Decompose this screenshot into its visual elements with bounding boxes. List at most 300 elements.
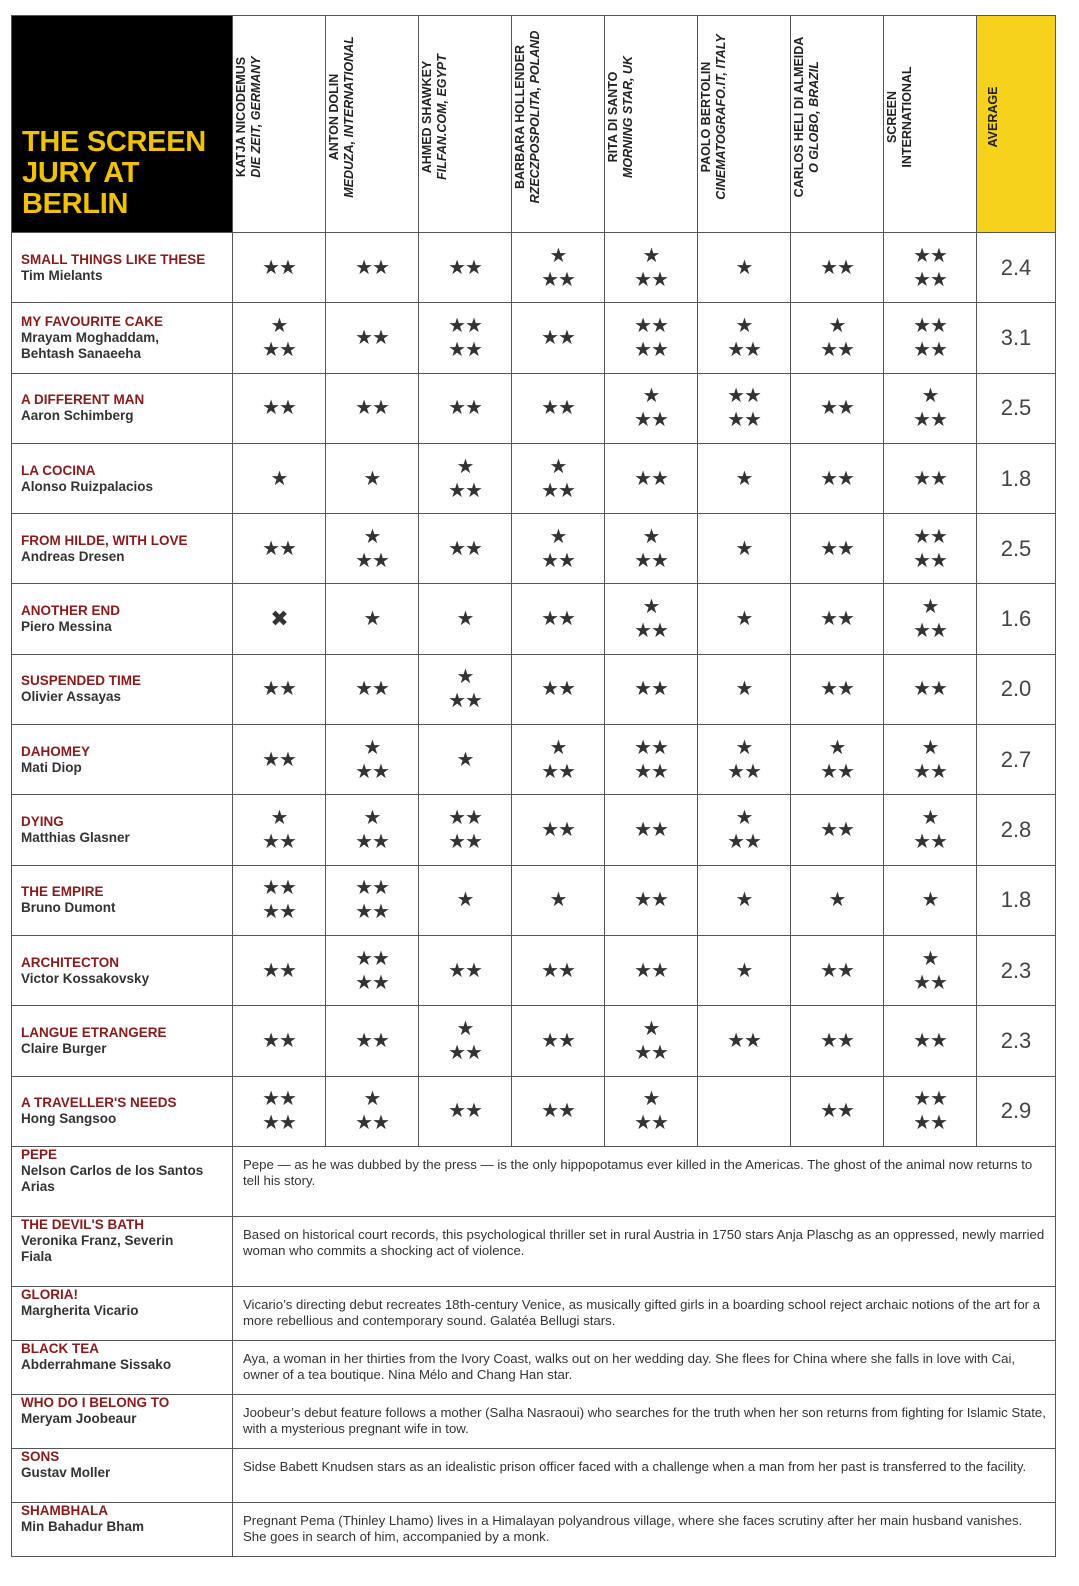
critic-header <box>419 16 512 233</box>
star-icon: ★★ <box>727 338 761 361</box>
rating-cell <box>233 233 326 303</box>
film-director: Victor Kossakovsky <box>21 970 150 986</box>
rating-cell <box>233 795 326 865</box>
film-director: Mrayam Moghaddam, Behtash Sanaeeha <box>21 329 160 361</box>
rating-cell <box>605 725 698 795</box>
star-icon: ★★ <box>448 1100 482 1123</box>
star-rating <box>922 888 939 912</box>
star-rating <box>448 455 482 503</box>
rating-cell <box>233 935 326 1005</box>
rating-cell <box>512 233 605 303</box>
star-icon: ★★ <box>355 947 389 970</box>
star-icon: ★★ <box>913 971 947 994</box>
star-icon: ★ <box>549 736 567 759</box>
star-icon: ★★ <box>448 314 482 337</box>
star-rating <box>541 677 575 701</box>
critic-header <box>605 16 698 233</box>
star-icon: ★★ <box>913 678 947 701</box>
star-icon: ★★ <box>355 256 389 279</box>
star-rating <box>541 244 575 292</box>
star-icon: ★ <box>456 608 474 631</box>
critic-header <box>791 16 884 233</box>
critic-label <box>420 12 450 222</box>
star-rating <box>271 467 288 491</box>
star-rating <box>736 467 753 491</box>
rating-cell <box>419 654 512 724</box>
rating-cell <box>233 725 326 795</box>
star-icon: ★★ <box>913 338 947 361</box>
star-rating <box>727 806 761 854</box>
rating-cell <box>233 865 326 935</box>
rating-cell <box>605 233 698 303</box>
star-rating <box>541 607 575 631</box>
film-info <box>12 1448 233 1502</box>
average-score: 2.5 <box>977 373 1056 443</box>
film-title: SONS <box>21 1448 60 1464</box>
film-title: FROM HILDE, WITH LOVE <box>21 532 188 548</box>
star-icon: ★★ <box>541 479 575 502</box>
rating-cell <box>512 1076 605 1146</box>
star-rating <box>736 607 753 631</box>
star-icon: ★★ <box>913 467 947 490</box>
star-icon: ★ <box>456 1017 474 1040</box>
title-cell <box>12 16 233 233</box>
star-rating <box>262 314 296 362</box>
film-info <box>12 795 233 865</box>
star-icon: ★★ <box>913 525 947 548</box>
critic-publication: FILFAN.COM, EGYPT <box>435 54 449 180</box>
average-score: 2.9 <box>977 1076 1056 1146</box>
star-icon: ★★ <box>634 819 668 842</box>
rating-cell <box>884 725 977 795</box>
critic-header <box>326 16 419 233</box>
star-icon: ★ <box>921 807 939 830</box>
star-icon: ★★ <box>355 678 389 701</box>
star-icon: ★ <box>363 467 381 490</box>
average-score: 1.6 <box>977 584 1056 654</box>
rating-cell <box>605 1076 698 1146</box>
star-rating <box>913 806 947 854</box>
star-rating <box>820 818 854 842</box>
rating-cell <box>698 233 791 303</box>
star-icon: ★★ <box>448 397 482 420</box>
star-icon: ★★ <box>448 338 482 361</box>
synopsis-row <box>12 1502 1056 1556</box>
rating-cell <box>419 373 512 443</box>
star-icon: ★ <box>363 525 381 548</box>
star-icon: ★ <box>549 244 567 267</box>
rating-cell <box>605 795 698 865</box>
film-director: Mati Diop <box>21 759 82 775</box>
rating-cell <box>233 584 326 654</box>
rating-cell <box>326 1076 419 1146</box>
average-score: 2.5 <box>977 514 1056 584</box>
rating-cell <box>326 935 419 1005</box>
rating-cell <box>326 795 419 865</box>
star-icon: ★ <box>456 455 474 478</box>
film-row <box>12 654 1056 724</box>
rating-cell <box>512 514 605 584</box>
film-info <box>12 1006 233 1076</box>
film-synopsis: Based on historical court records, this psychological thriller set in rural Austria in 1750 stars Anja Plaschg as an oppressed, newly married woman who commits a shocking act of violence. <box>233 1216 1056 1286</box>
star-rating <box>913 244 947 292</box>
star-rating <box>355 326 389 350</box>
star-icon: ★ <box>735 959 753 982</box>
star-icon: ★★ <box>820 608 854 631</box>
rating-cell <box>512 443 605 513</box>
film-title: DAHOMEY <box>21 743 91 759</box>
star-rating <box>364 607 381 631</box>
star-rating <box>262 806 296 854</box>
star-rating <box>727 736 761 784</box>
rating-cell <box>884 584 977 654</box>
star-rating <box>634 677 668 701</box>
film-info <box>12 1286 233 1340</box>
film-director: Claire Burger <box>21 1040 107 1056</box>
star-icon: ★★ <box>913 549 947 572</box>
synopsis-row <box>12 1448 1056 1502</box>
star-icon: ★★ <box>820 256 854 279</box>
film-info <box>12 865 233 935</box>
rating-cell <box>791 725 884 795</box>
film-title: GLORIA! <box>21 1286 78 1302</box>
rating-cell <box>791 233 884 303</box>
rating-cell <box>419 795 512 865</box>
rating-cell <box>698 373 791 443</box>
rating-cell <box>791 584 884 654</box>
star-rating <box>634 1017 668 1065</box>
star-icon: ★ <box>921 736 939 759</box>
star-icon: ★ <box>456 889 474 912</box>
star-icon: ★★ <box>448 959 482 982</box>
film-title: SUSPENDED TIME <box>21 673 142 689</box>
star-icon: ★★ <box>262 959 296 982</box>
rating-cell <box>233 654 326 724</box>
rating-cell <box>884 233 977 303</box>
star-icon: ★ <box>828 314 846 337</box>
film-title: SMALL THINGS LIKE THESE <box>21 251 206 267</box>
rating-cell <box>326 865 419 935</box>
star-icon: ★★ <box>634 889 668 912</box>
star-rating <box>736 959 753 983</box>
star-icon: ★★ <box>262 338 296 361</box>
film-info <box>12 373 233 443</box>
rating-cell <box>605 373 698 443</box>
star-rating <box>820 1099 854 1123</box>
star-icon: ★★ <box>820 1100 854 1123</box>
film-row <box>12 584 1056 654</box>
critic-label <box>327 12 357 222</box>
star-rating <box>829 888 846 912</box>
rating-cell <box>326 514 419 584</box>
film-director: Andreas Dresen <box>21 548 125 564</box>
star-icon: ★ <box>735 889 753 912</box>
rating-cell <box>884 373 977 443</box>
average-score: 3.1 <box>977 303 1056 373</box>
film-row <box>12 1006 1056 1076</box>
star-icon: ★ <box>270 807 288 830</box>
film-title: ARCHITECTON <box>21 954 120 970</box>
rating-cell <box>233 373 326 443</box>
rating-cell <box>233 514 326 584</box>
rating-cell <box>605 654 698 724</box>
star-icon: ★★ <box>913 1029 947 1052</box>
star-rating <box>262 256 296 280</box>
star-rating <box>448 959 482 983</box>
rating-cell <box>233 1006 326 1076</box>
star-icon: ★★ <box>634 760 668 783</box>
average-score: 2.3 <box>977 935 1056 1005</box>
rating-cell <box>884 514 977 584</box>
star-rating <box>457 607 474 631</box>
star-icon: ★ <box>735 314 753 337</box>
star-rating <box>541 455 575 503</box>
synopsis-row <box>12 1394 1056 1448</box>
star-icon: ★★ <box>913 1112 947 1135</box>
star-rating <box>262 677 296 701</box>
film-director: Piero Messina <box>21 619 112 635</box>
star-icon: ★★ <box>448 256 482 279</box>
star-icon: ★★ <box>355 1112 389 1135</box>
rating-cell <box>326 233 419 303</box>
rating-cell <box>512 795 605 865</box>
star-icon: ★★ <box>541 608 575 631</box>
star-rating <box>262 959 296 983</box>
star-rating <box>541 326 575 350</box>
rating-cell <box>791 865 884 935</box>
star-icon: ★★ <box>355 397 389 420</box>
star-rating <box>913 736 947 784</box>
star-rating <box>355 947 389 995</box>
star-icon: ★★ <box>541 549 575 572</box>
star-icon: ★★ <box>541 326 575 349</box>
star-rating <box>448 256 482 280</box>
star-icon: ★★ <box>355 549 389 572</box>
film-info <box>12 584 233 654</box>
star-icon: ★★ <box>913 620 947 643</box>
star-rating <box>913 677 947 701</box>
star-icon: ★★ <box>820 537 854 560</box>
synopsis-row <box>12 1216 1056 1286</box>
critic-label <box>606 12 636 222</box>
star-icon: ★★ <box>634 678 668 701</box>
star-icon: ★★ <box>262 1112 296 1135</box>
star-icon: ★ <box>921 596 939 619</box>
star-rating <box>457 748 474 772</box>
star-icon: ★★ <box>448 807 482 830</box>
star-rating <box>913 314 947 362</box>
film-director: Gustav Moller <box>21 1464 111 1480</box>
rating-cell <box>419 935 512 1005</box>
star-icon: ★★ <box>634 409 668 432</box>
film-info <box>12 935 233 1005</box>
star-icon: ★★ <box>634 268 668 291</box>
star-icon: ★★ <box>448 690 482 713</box>
star-rating <box>262 1029 296 1053</box>
star-icon: ★★ <box>262 877 296 900</box>
star-icon: ★★ <box>355 831 389 854</box>
star-rating <box>448 537 482 561</box>
rating-cell <box>605 865 698 935</box>
critic-name: INTERNATIONAL <box>900 66 914 168</box>
star-icon: ★ <box>735 807 753 830</box>
star-icon: ★ <box>642 385 660 408</box>
star-icon: ★★ <box>634 314 668 337</box>
rating-cell <box>512 654 605 724</box>
star-icon: ★★ <box>355 877 389 900</box>
star-icon: ★★ <box>262 537 296 560</box>
star-rating <box>448 1099 482 1123</box>
star-rating <box>820 736 854 784</box>
star-icon: ★★ <box>262 748 296 771</box>
film-title: LANGUE ETRANGERE <box>21 1024 167 1040</box>
critic-header <box>512 16 605 233</box>
film-title: SHAMBHALA <box>21 1502 108 1518</box>
rating-cell <box>233 303 326 373</box>
rating-cell <box>419 1006 512 1076</box>
film-director: Olivier Assayas <box>21 689 122 705</box>
film-row <box>12 514 1056 584</box>
star-rating <box>355 1087 389 1135</box>
star-icon: ★★ <box>820 338 854 361</box>
star-rating <box>736 537 753 561</box>
film-info <box>12 1076 233 1146</box>
star-icon: ★★ <box>820 1029 854 1052</box>
star-rating <box>355 525 389 573</box>
average-label <box>986 12 1001 222</box>
average-header-label: AVERAGE <box>986 86 1000 148</box>
star-icon: ★★ <box>355 1029 389 1052</box>
rating-cell <box>791 935 884 1005</box>
star-rating <box>820 314 854 362</box>
average-score: 2.3 <box>977 1006 1056 1076</box>
star-rating <box>541 396 575 420</box>
star-icon: ★★ <box>634 549 668 572</box>
star-rating <box>448 1017 482 1065</box>
star-rating <box>355 876 389 924</box>
average-score: 2.7 <box>977 725 1056 795</box>
star-icon: ★★ <box>541 268 575 291</box>
star-rating <box>820 677 854 701</box>
star-icon: ★★ <box>634 959 668 982</box>
critic-publication: O GLOBO, BRAZIL <box>807 61 821 173</box>
star-rating <box>634 595 668 643</box>
star-rating <box>448 806 482 854</box>
star-rating <box>634 959 668 983</box>
star-icon: ★ <box>642 244 660 267</box>
film-director: Alonso Ruizpalacios <box>21 478 154 494</box>
star-icon: ★ <box>642 1017 660 1040</box>
critic-name: KATJA NICODEMUS <box>234 56 248 178</box>
star-icon: ★★ <box>262 397 296 420</box>
film-director: Nelson Carlos de los Santos Arias <box>21 1162 204 1194</box>
rating-cell <box>605 935 698 1005</box>
film-director: Margherita Vicario <box>21 1302 139 1318</box>
critic-header <box>698 16 791 233</box>
star-rating <box>541 959 575 983</box>
star-icon: ★★ <box>541 397 575 420</box>
star-icon: ★★ <box>727 385 761 408</box>
critic-header <box>884 16 977 233</box>
rating-cell <box>698 725 791 795</box>
star-icon: ★ <box>549 889 567 912</box>
star-rating <box>541 1029 575 1053</box>
star-rating <box>541 525 575 573</box>
star-icon: ★★ <box>634 1041 668 1064</box>
film-director: Min Bahadur Bham <box>21 1518 145 1534</box>
star-rating <box>541 736 575 784</box>
rating-cell <box>698 443 791 513</box>
rating-cell <box>884 795 977 865</box>
star-icon: ★ <box>363 807 381 830</box>
rating-cell <box>326 725 419 795</box>
star-rating <box>355 1029 389 1053</box>
star-icon: ★★ <box>634 338 668 361</box>
star-icon: ★★ <box>262 901 296 924</box>
critic-publication: MORNING STAR, UK <box>621 56 635 178</box>
star-icon: ★ <box>270 467 288 490</box>
star-icon: ★★ <box>448 479 482 502</box>
star-rating <box>364 467 381 491</box>
rating-cell <box>605 584 698 654</box>
critic-name: AHMED SHAWKEY <box>420 60 434 174</box>
star-rating <box>820 537 854 561</box>
film-info <box>12 1216 233 1286</box>
star-icon: ★★ <box>355 326 389 349</box>
star-icon: ★★ <box>262 1088 296 1111</box>
star-rating <box>727 1029 761 1053</box>
star-icon: ★★ <box>355 971 389 994</box>
cross-icon: ✖ <box>270 606 288 632</box>
star-icon: ★ <box>735 608 753 631</box>
page-title: THE SCREEN JURY AT BERLIN <box>22 126 206 220</box>
rating-cell <box>233 1076 326 1146</box>
star-rating <box>820 1029 854 1053</box>
critic-name: ANTON DOLIN <box>327 73 341 161</box>
average-score: 2.4 <box>977 233 1056 303</box>
star-icon: ★ <box>735 537 753 560</box>
star-icon: ★ <box>363 736 381 759</box>
star-icon: ★★ <box>262 256 296 279</box>
film-synopsis: Aya, a woman in her thirties from the Ivory Coast, walks out on her wedding day. She flees for China where she falls in love with Cai, owner of a tea boutique. Nina Mélo and Chang Han star. <box>233 1340 1056 1394</box>
rating-cell <box>605 514 698 584</box>
film-synopsis: Pregnant Pema (Thinley Lhamo) lives in a Himalayan polyandrous village, where she faces scrutiny after her main husband vanishes. She goes in search of him, accompanied by a monk. <box>233 1502 1056 1556</box>
star-icon: ★★ <box>448 1041 482 1064</box>
star-rating <box>448 665 482 713</box>
rating-cell <box>326 1006 419 1076</box>
rating-cell <box>233 443 326 513</box>
star-icon: ★★ <box>634 620 668 643</box>
star-icon: ★ <box>921 385 939 408</box>
star-rating <box>634 888 668 912</box>
rating-cell <box>791 1076 884 1146</box>
rating-cell <box>698 584 791 654</box>
rating-cell <box>791 373 884 443</box>
rating-cell <box>326 584 419 654</box>
star-rating <box>913 947 947 995</box>
film-title: WHO DO I BELONG TO <box>21 1394 170 1410</box>
average-score: 2.0 <box>977 654 1056 724</box>
star-icon: ★★ <box>820 819 854 842</box>
film-info <box>12 1502 233 1556</box>
film-info <box>12 654 233 724</box>
star-icon: ★★ <box>913 760 947 783</box>
rating-cell <box>512 303 605 373</box>
rating-cell <box>605 1006 698 1076</box>
star-rating <box>736 256 753 280</box>
star-rating <box>634 244 668 292</box>
film-synopsis: Sidse Babett Knudsen stars as an idealistic prison officer faced with a challenge when a man from her past is transferred to the facility. <box>233 1448 1056 1502</box>
